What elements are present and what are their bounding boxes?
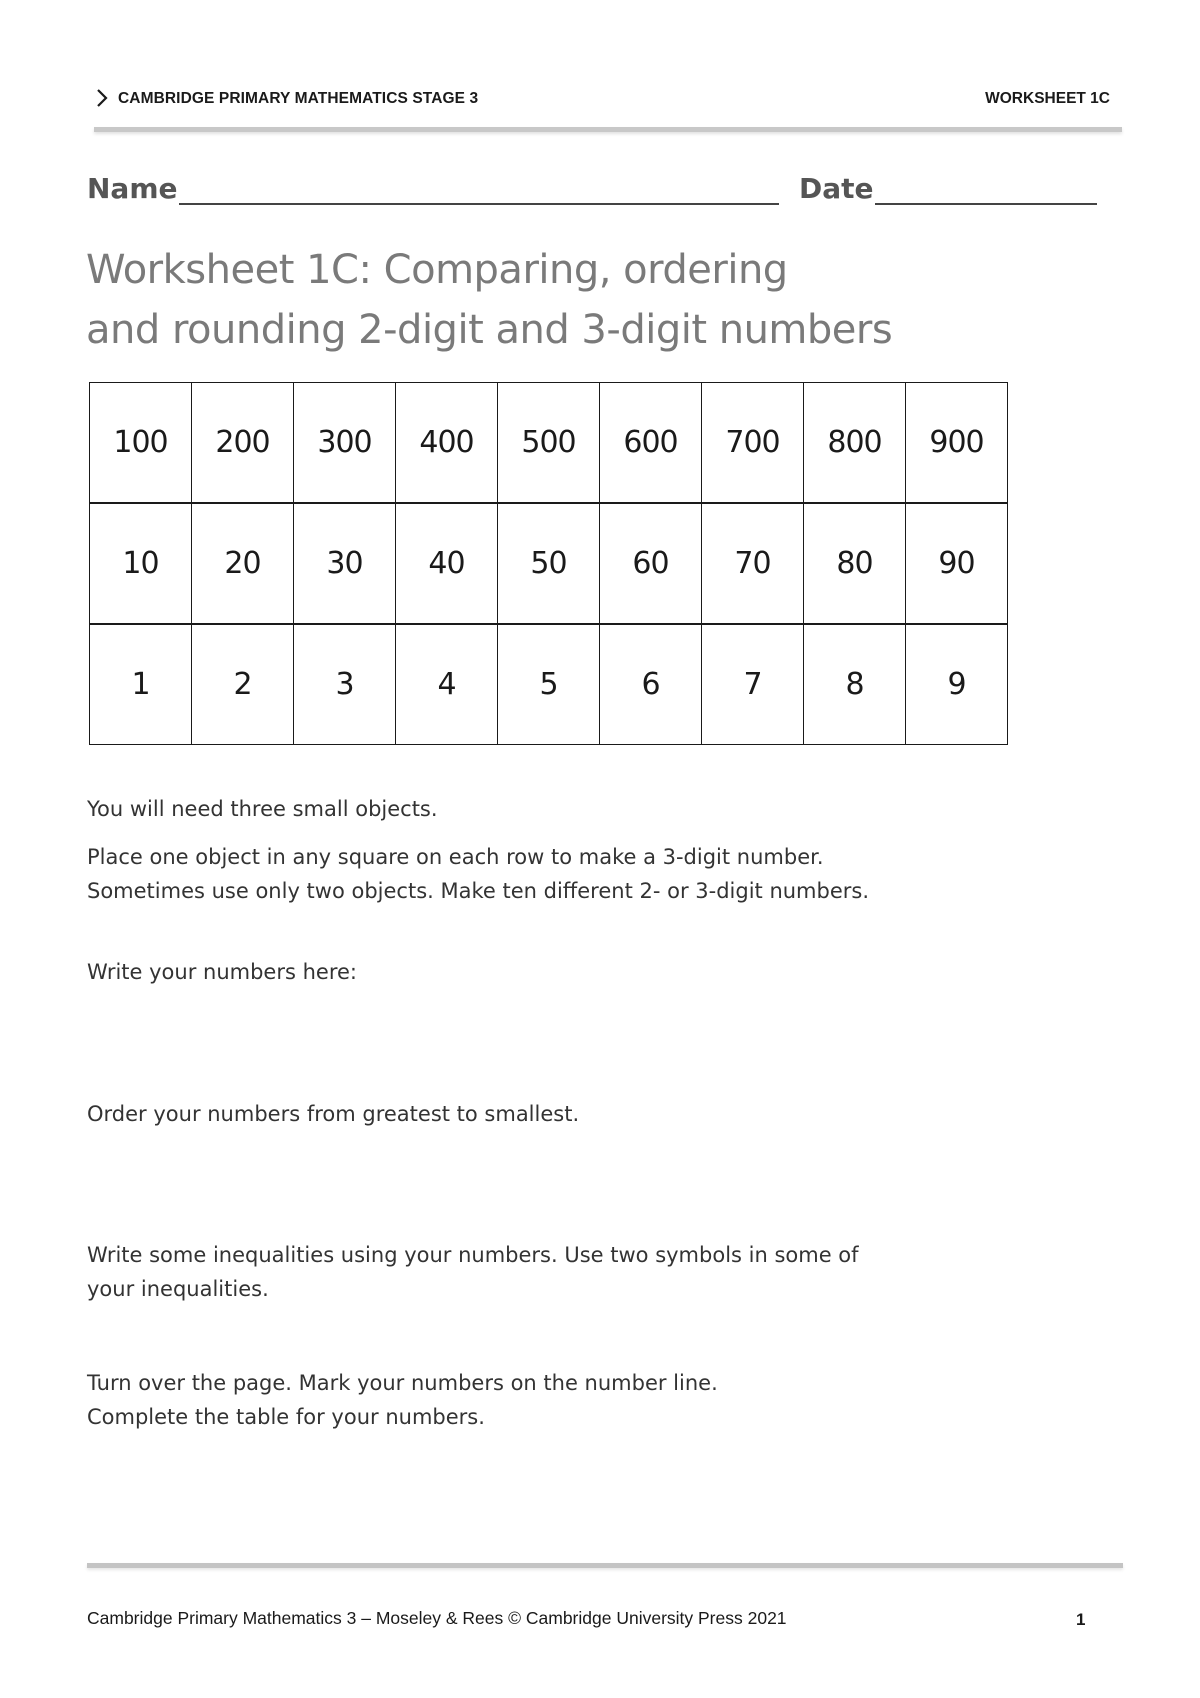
instruction-write-numbers: Write your numbers here: <box>87 960 357 984</box>
worksheet-code: WORKSHEET 1C <box>985 90 1110 107</box>
date-label: Date <box>799 172 874 205</box>
grid-cell[interactable]: 2 <box>192 624 294 745</box>
chevron-right-icon <box>92 88 112 108</box>
instruction-place-objects <box>87 840 869 908</box>
worksheet-title-line-2: and rounding 2-digit and 3-digit numbers <box>86 307 893 353</box>
footer-divider <box>87 1563 1123 1568</box>
instruction-turn-over-line-1: Turn over the page. Mark your numbers on the number line. <box>87 1371 718 1395</box>
instruction-inequalities-line-2: your inequalities. <box>87 1277 269 1301</box>
name-label: Name <box>87 172 178 205</box>
series-title: CAMBRIDGE PRIMARY MATHEMATICS STAGE 3 <box>118 90 479 107</box>
grid-cell[interactable]: 40 <box>396 503 498 624</box>
grid-cell[interactable]: 80 <box>804 503 906 624</box>
grid-cell[interactable]: 1 <box>90 624 192 745</box>
date-field[interactable] <box>875 203 1097 205</box>
instruction-turn-over <box>87 1366 718 1434</box>
worksheet-title <box>86 240 892 360</box>
grid-cell[interactable]: 70 <box>702 503 804 624</box>
grid-cell[interactable]: 30 <box>294 503 396 624</box>
grid-cell[interactable]: 50 <box>498 503 600 624</box>
grid-cell[interactable]: 200 <box>192 383 294 504</box>
instruction-place-line-1: Place one object in any square on each row to make a 3-digit number. <box>87 845 824 869</box>
grid-cell[interactable]: 600 <box>600 383 702 504</box>
instruction-inequalities <box>87 1238 859 1306</box>
instruction-place-line-2: Sometimes use only two objects. Make ten different 2- or 3-digit numbers. <box>87 879 870 903</box>
grid-cell[interactable]: 300 <box>294 383 396 504</box>
grid-cell[interactable]: 8 <box>804 624 906 745</box>
place-value-grid <box>89 382 1008 745</box>
grid-cell[interactable]: 400 <box>396 383 498 504</box>
ones-row <box>90 624 1008 745</box>
instruction-need-objects: You will need three small objects. <box>87 797 438 821</box>
grid-cell[interactable]: 20 <box>192 503 294 624</box>
header-divider <box>94 127 1122 132</box>
grid-cell[interactable]: 5 <box>498 624 600 745</box>
instruction-order-numbers: Order your numbers from greatest to smallest. <box>87 1102 580 1126</box>
name-date-fields <box>87 168 1117 212</box>
grid-cell[interactable]: 700 <box>702 383 804 504</box>
grid-cell[interactable]: 3 <box>294 624 396 745</box>
hundreds-row <box>90 383 1008 504</box>
name-field[interactable] <box>179 203 779 205</box>
grid-cell[interactable]: 90 <box>906 503 1008 624</box>
grid-cell[interactable]: 900 <box>906 383 1008 504</box>
grid-cell[interactable]: 6 <box>600 624 702 745</box>
instruction-turn-over-line-2: Complete the table for your numbers. <box>87 1405 485 1429</box>
grid-cell[interactable]: 7 <box>702 624 804 745</box>
instruction-inequalities-line-1: Write some inequalities using your numbers. Use two symbols in some of <box>87 1243 859 1267</box>
grid-cell[interactable]: 500 <box>498 383 600 504</box>
page-header <box>88 86 1110 112</box>
footer-credit: Cambridge Primary Mathematics 3 – Moseley & Rees © Cambridge University Press 2021 <box>87 1608 787 1628</box>
grid-cell[interactable]: 4 <box>396 624 498 745</box>
page-number: 1 <box>1076 1610 1086 1629</box>
grid-cell[interactable]: 10 <box>90 503 192 624</box>
worksheet-title-line-1: Worksheet 1C: Comparing, ordering <box>86 247 788 293</box>
grid-cell[interactable]: 800 <box>804 383 906 504</box>
tens-row <box>90 503 1008 624</box>
grid-cell[interactable]: 9 <box>906 624 1008 745</box>
grid-cell[interactable]: 100 <box>90 383 192 504</box>
grid-cell[interactable]: 60 <box>600 503 702 624</box>
